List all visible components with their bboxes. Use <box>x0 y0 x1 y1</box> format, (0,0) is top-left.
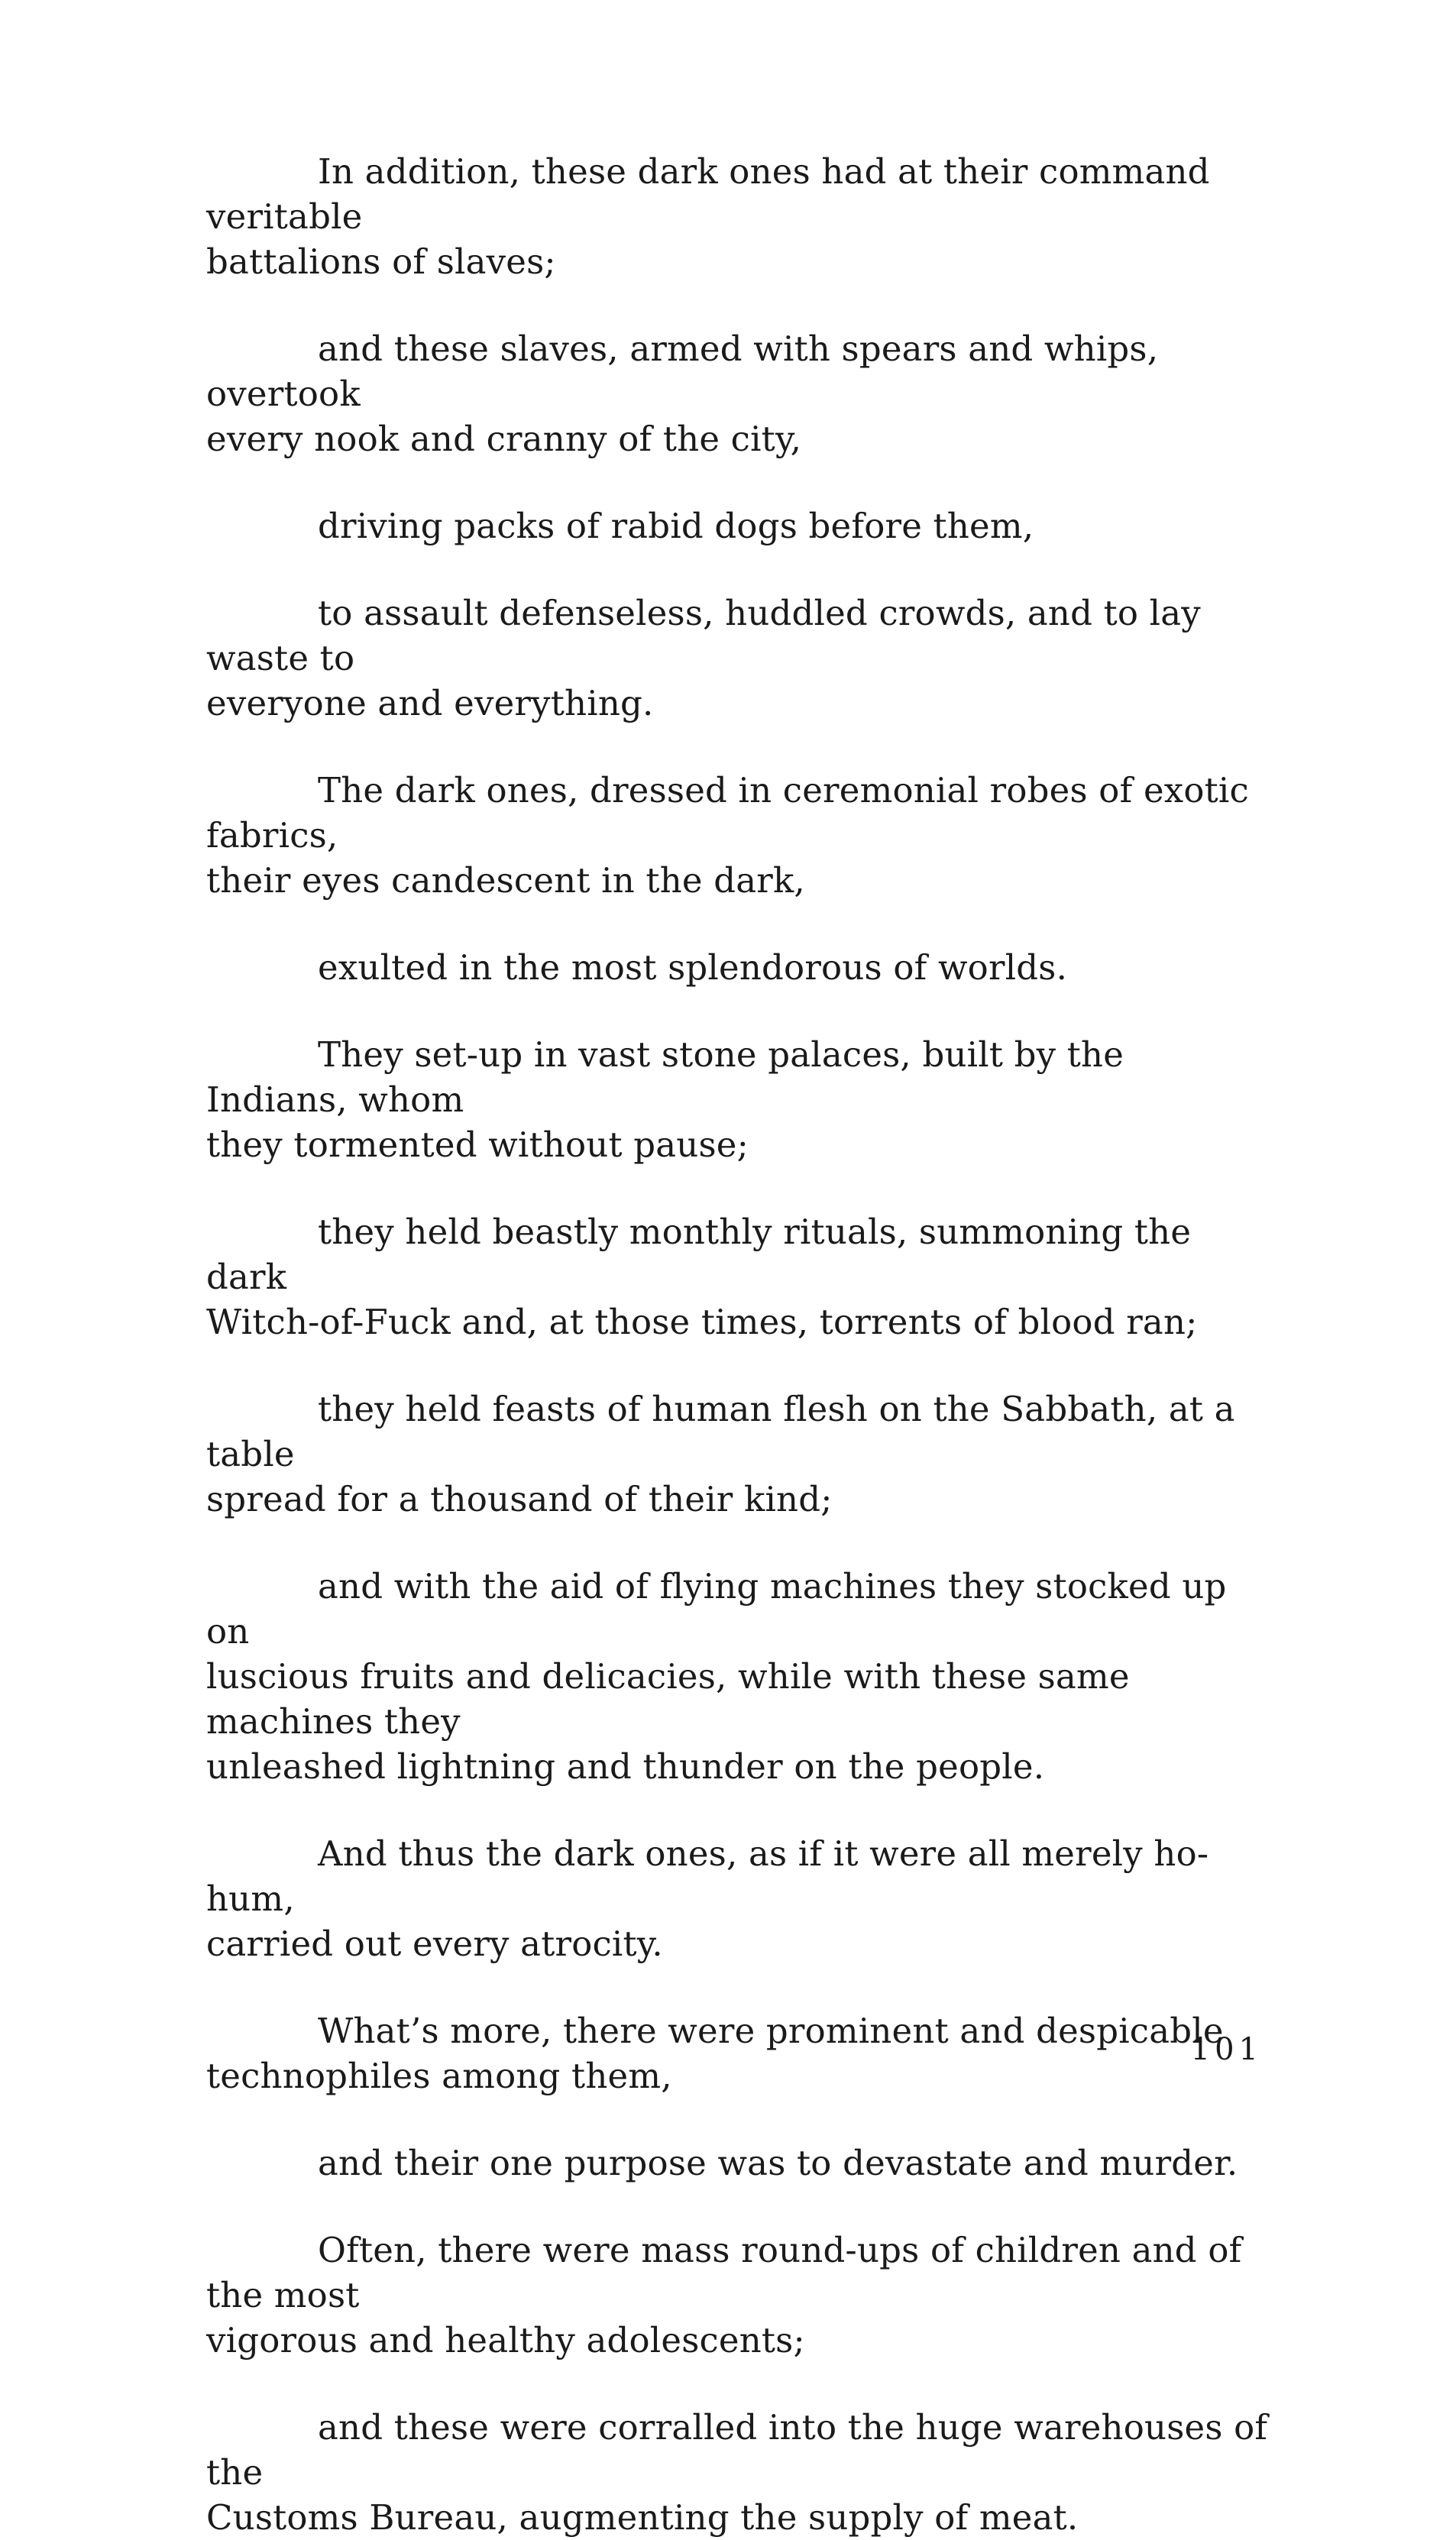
paragraph-9 <box>206 1386 1276 1522</box>
paragraph-15 <box>206 2405 1276 2540</box>
text-line: And thus the dark ones, as if it were all merely ho-hum, <box>206 1833 1209 1919</box>
text-line: they held beastly monthly rituals, summoning the dark <box>206 1212 1192 1297</box>
text-line: They set-up in vast stone palaces, built by the Indians, whom <box>206 1034 1124 1120</box>
text-line: to assault defenseless, huddled crowds, and to lay waste to <box>206 593 1201 678</box>
text-line: and with the aid of flying machines they stocked up on <box>206 1566 1227 1652</box>
text-line: and their one purpose was to devastate and murder. <box>318 2143 1238 2183</box>
text-line: and these were corralled into the huge warehouses of the <box>206 2407 1268 2493</box>
paragraph-5 <box>206 768 1276 903</box>
paragraph-3 <box>206 503 1276 548</box>
text-line: What’s more, there were prominent and despicable <box>318 2011 1224 2051</box>
text-line: Often, there were mass round-ups of children and of the most <box>206 2230 1242 2315</box>
paragraph-12 <box>206 2008 1276 2098</box>
text-line: exulted in the most splendorous of worlds. <box>318 947 1068 988</box>
paragraph-1 <box>206 149 1276 284</box>
text-line: their eyes candescent in the dark, <box>206 860 805 901</box>
text-line: Customs Bureau, augmenting the supply of meat. <box>206 2497 1079 2538</box>
paragraph-6 <box>206 945 1276 990</box>
paragraph-11 <box>206 1831 1276 1966</box>
text-line: and these slaves, armed with spears and whips, overtook <box>206 328 1159 414</box>
text-line: The dark ones, dressed in ceremonial robes of exotic fabrics, <box>206 770 1249 856</box>
paragraph-10 <box>206 1564 1276 1789</box>
page-number: 101 <box>1190 2032 1263 2067</box>
paragraph-14 <box>206 2228 1276 2363</box>
paragraph-2 <box>206 326 1276 461</box>
text-line: Witch-of-Fuck and, at those times, torrents of blood ran; <box>206 1302 1198 1342</box>
text-line: spread for a thousand of their kind; <box>206 1479 833 1519</box>
paragraph-7 <box>206 1032 1276 1167</box>
body-text <box>206 149 1276 2540</box>
text-line: unleashed lightning and thunder on the people. <box>206 1746 1045 1787</box>
text-line: battalions of slaves; <box>206 241 556 282</box>
text-line: driving packs of rabid dogs before them, <box>318 506 1034 546</box>
text-line: they held feasts of human flesh on the Sabbath, at a table <box>206 1389 1235 1474</box>
paragraph-13 <box>206 2140 1276 2186</box>
paragraph-4 <box>206 591 1276 726</box>
text-line: every nook and cranny of the city, <box>206 419 802 459</box>
text-line: everyone and everything. <box>206 683 654 723</box>
text-line: vigorous and healthy adolescents; <box>206 2320 805 2360</box>
text-line: technophiles among them, <box>206 2056 672 2096</box>
text-line: they tormented without pause; <box>206 1124 749 1165</box>
text-line: luscious fruits and delicacies, while with these same machines they <box>206 1656 1130 1742</box>
text-line: carried out every atrocity. <box>206 1924 663 1964</box>
paragraph-8 <box>206 1209 1276 1344</box>
text-line: In addition, these dark ones had at their command veritable <box>206 151 1210 237</box>
